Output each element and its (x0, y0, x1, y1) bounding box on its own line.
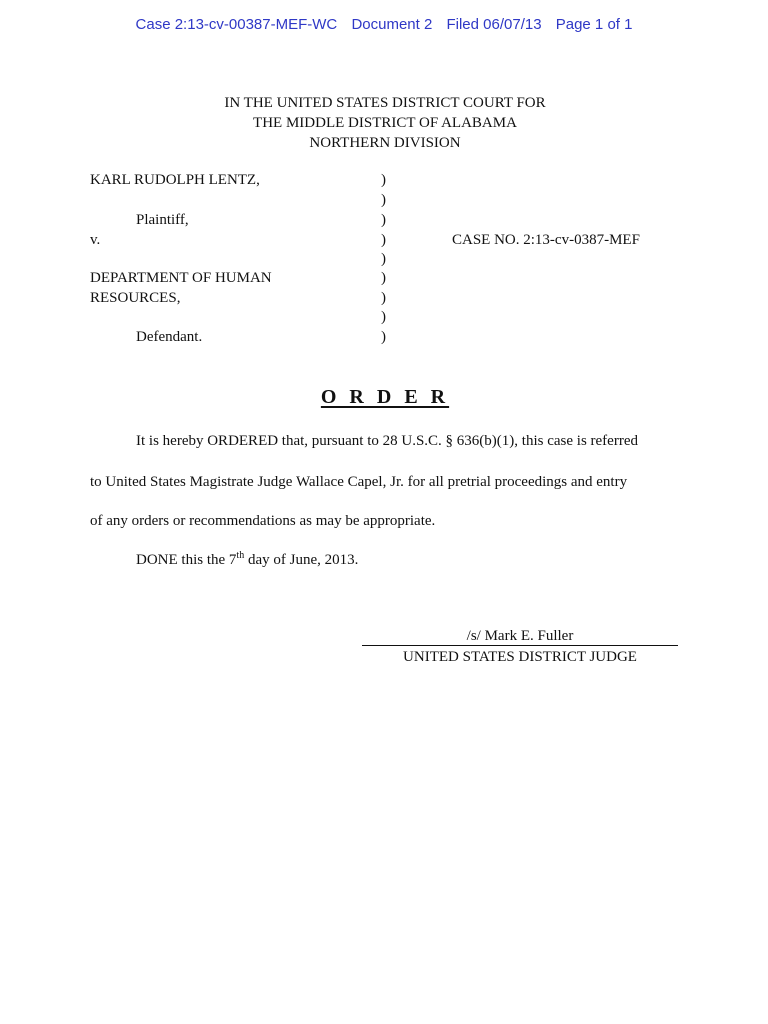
court-title-line-2: THE MIDDLE DISTRICT OF ALABAMA (253, 115, 517, 131)
caption-paren: ) (381, 192, 386, 208)
order-heading-text: O R D E R (320, 386, 450, 408)
order-text-line-2: to United States Magistrate Judge Wallace Capel, Jr. for all pretrial proceedings and entry (90, 474, 628, 490)
done-date-ordinal: th (236, 550, 245, 561)
court-title-line-1: IN THE UNITED STATES DISTRICT COURT FOR (224, 95, 546, 111)
done-date-prefix: DONE this the 7 (136, 552, 237, 568)
signature-name: /s/ Mark E. Fuller (466, 628, 574, 644)
case-caption (0, 170, 768, 350)
defendant-name-line-2: RESOURCES, (90, 290, 181, 306)
plaintiff-name: KARL RUDOLPH LENTZ, (90, 172, 260, 188)
header-document-number: Document 2 (351, 16, 433, 33)
plaintiff-label: Plaintiff, (136, 212, 189, 228)
case-number: CASE NO. 2:13-cv-0387-MEF (452, 232, 640, 248)
court-title-line-3: NORTHERN DIVISION (309, 135, 461, 151)
versus-label: v. (90, 232, 101, 248)
header-filed-date: Filed 06/07/13 (446, 16, 542, 33)
done-date-line (136, 552, 358, 569)
caption-paren: ) (381, 232, 386, 248)
caption-paren: ) (381, 309, 386, 325)
defendant-label: Defendant. (136, 329, 203, 345)
signature-title: UNITED STATES DISTRICT JUDGE (403, 649, 637, 665)
court-title (0, 93, 768, 153)
caption-paren: ) (381, 270, 386, 286)
caption-paren: ) (381, 329, 386, 345)
caption-paren: ) (381, 172, 386, 188)
caption-paren: ) (381, 290, 386, 306)
ecf-header-stamp (0, 16, 768, 33)
signature-line (362, 645, 678, 646)
order-heading (0, 386, 768, 409)
caption-paren: ) (381, 212, 386, 228)
caption-paren: ) (381, 251, 386, 267)
done-date-suffix: day of June, 2013. (244, 552, 359, 568)
header-case-number: Case 2:13-cv-00387-MEF-WC (135, 16, 338, 33)
header-page-count: Page 1 of 1 (555, 16, 633, 33)
order-text-line-3: of any orders or recommendations as may be appropriate. (90, 513, 436, 529)
order-text-line-1: It is hereby ORDERED that, pursuant to 28 U.S.C. § 636(b)(1), this case is referred (136, 433, 638, 449)
defendant-name-line-1: DEPARTMENT OF HUMAN (90, 270, 272, 286)
